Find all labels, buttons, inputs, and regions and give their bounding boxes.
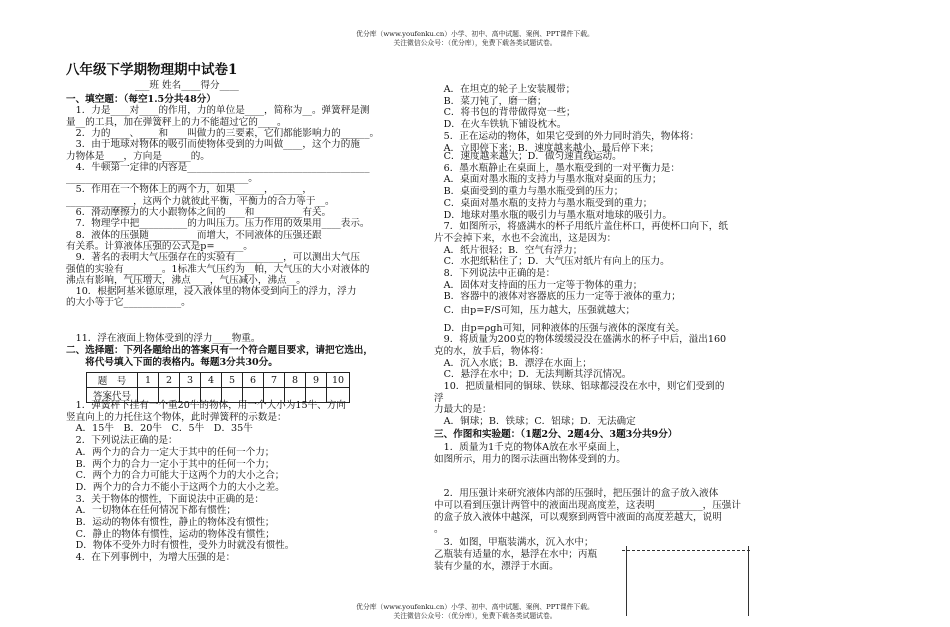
right-text-line: 中可以看到压强计两管中的液面出现高度差，这表明__________，压强计: [434, 500, 741, 511]
question-number: 2: [159, 373, 180, 388]
left-text-line: 6．滑动摩擦力的大小跟物体之间的____和__________有关。: [66, 207, 332, 218]
right-text-line: A．立即停下来；B．速度越来越小，最后停下来；: [434, 142, 660, 154]
right-text-line: 10．把质量相同的铜球、铁球、铝球都浸没在水中，则它们受到的: [434, 381, 725, 392]
right-text-line: 三、作图和实验题：（1题2分、2题4分、3题3分共9分）: [434, 429, 678, 440]
question-number: 8: [285, 373, 306, 388]
answer-cell: [327, 388, 350, 403]
left-text-line: A．两个力的合力一定大于其中的任何一个力；: [66, 446, 275, 458]
right-text-line: D．由p=ρgh可知，同种液体的压强与液体的深度有关。: [434, 322, 685, 334]
right-text-line: 5．正在运动的物体，如果它受到的外力同时消失，物体将：: [434, 130, 700, 142]
left-text-line: A．一切物体在任何情况下都有惯性；: [66, 505, 237, 517]
right-text-line: B．桌面受到的重力与墨水瓶受到的压力；: [434, 186, 624, 198]
right-text-line: C．由p=F/S可知，压力越大，压强就越大；: [434, 305, 636, 316]
question-number: 4: [201, 373, 222, 388]
question-number: 7: [264, 373, 285, 388]
left-text-line: 沸点有影响，气压增大，沸点____，气压减小，沸点__。: [66, 274, 306, 286]
right-text-line: A．桌面对墨水瓶的支持力与墨水瓶对桌面的压力；: [434, 174, 662, 186]
left-text-line: 2．力的____、____和____叫做力的三要素，它们都能影响力的______。: [66, 127, 380, 139]
right-text-line: A．铜球；B．铁球；C．铝球；D．无法确定: [434, 416, 636, 428]
answer-cell: [159, 388, 180, 403]
question-number: 9: [306, 373, 327, 388]
right-text-line: C．水把纸粘住了；D．大气压对纸片有向上的压力。: [434, 256, 670, 268]
left-text-line: 5．作用在一个物体上的两个力，如果______，______，: [66, 184, 312, 196]
right-text-line: 片不会掉下来，水也不会流出，这是因为：: [434, 232, 617, 244]
answer-cell: [285, 388, 306, 403]
left-text-line: 4．在下列事例中，为增大压强的是：: [66, 552, 236, 564]
left-text-line: D．物体不受外力时有惯性，受外力时就没有惯性。: [66, 540, 295, 552]
left-text-line: 4．牛顿第一定律的内容是______________________________________: [66, 161, 370, 173]
right-text-line: A．纸片很轻；B．空气有浮力；: [434, 244, 583, 256]
right-text-line: 2．用压强计来研究液体内部的压强时，把压强计的盒子放入液体: [434, 488, 719, 499]
right-text-line: B．容器中的液体对容器底的压力一定等于液体的重力；: [434, 291, 681, 303]
left-text-line: 9．著名的表明大气压强存在的实验有__________，可以测出大气压: [66, 252, 360, 264]
answer-table-row-number: [87, 373, 350, 388]
student-info: ___班 姓名____得分____: [135, 80, 239, 91]
left-text-line: 量__的工具，加在弹簧秤上的力不能超过它的____。: [66, 116, 287, 128]
right-text-line: C．速度越来越大；D．做匀速直线运动。: [434, 151, 622, 162]
right-text-line: 。: [434, 524, 444, 535]
right-text-line: C．悬浮在水中；D．无法判断其浮沉情况。: [434, 369, 632, 381]
header-top-line-2: 关注微信公众号：（优分库），免费下载各类试题试卷。: [393, 39, 557, 47]
left-text-line: 1．力是____对____的作用，力的单位是____，简称为__。弹簧秤是测: [66, 105, 370, 117]
left-text-line: 10．根据阿基米德原理，浸入液体里的物体受到向上的浮力，浮力: [66, 286, 357, 298]
left-text-line: 7．物理学中把__________的力叫压力。压力作用的效果用____表示。: [66, 218, 370, 230]
left-text-line: 力物体是____，方向是______的。: [66, 150, 210, 162]
answer-cell: [243, 388, 264, 403]
left-text-line: 的大小等于它____________。: [66, 297, 191, 309]
left-text-line: B．两个力的合力一定小于其中的任何一个力；: [66, 458, 275, 470]
right-text-line: B．菜刀钝了，磨一磨；: [434, 95, 547, 107]
left-text-line: 3．由于地球对物体的吸引而使物体受到的力叫做____，这个力的施: [66, 139, 360, 151]
question-number: 1: [138, 373, 159, 388]
answer-cell: [180, 388, 201, 403]
right-text-line: 3．如图，甲瓶装满水，沉入水中；: [434, 537, 594, 548]
answer-cell: [306, 388, 327, 403]
answer-cell: [264, 388, 285, 403]
right-text-line: 1．质量为1千克的物体A放在水平桌面上，: [434, 442, 626, 453]
right-text-line: 8．下列说法中正确的是：: [434, 268, 556, 279]
left-text-line: B．运动的物体有惯性，静止的物体没有惯性；: [66, 517, 275, 528]
left-text-line: 1．弹簧秤下挂有一个重20牛的物体，用一个大小为15牛、方向: [66, 400, 346, 411]
right-text-line: 9．将质量为200克的物体缓缓浸没在盛满水的杯子中后，溢出160: [434, 334, 727, 346]
left-text-line: 一、填空题：（每空1.5分共48分）: [66, 94, 216, 105]
answer-table: [86, 372, 350, 403]
right-text-line: 力最大的是：: [434, 404, 492, 416]
right-text-line: 的盒子放入液体中越深，可以观察到两管中液面的高度差越大，说明: [434, 512, 722, 523]
left-text-line: ______________________________________。: [66, 173, 258, 185]
answer-cell: [222, 388, 243, 403]
right-text-line: 装有少量的水，漂浮于水面。: [434, 561, 559, 572]
question-number: 3: [180, 373, 201, 388]
right-text-line: A．固体对支持面的压力一定等于物体的重力；: [434, 279, 643, 291]
row-label-number: 题 号: [87, 373, 138, 388]
left-text-line: D．两个力的合力不能小于这两个力的大小之差。: [66, 481, 285, 493]
left-text-line: 8．液体的压强随__________而增大，不同液体的压强还跟: [66, 229, 322, 241]
header-top-line-1: 优分库（www.youfenku.cn）小学、初中、高中试题、案例、PPT课件下载。: [356, 30, 594, 38]
left-text-line: C．两个力的合力可能大于这两个力的大小之合；: [66, 470, 285, 482]
right-text-line: 如图所示，用力的图示法画出物体受到的力。: [434, 454, 626, 465]
left-text-line: 3．关于物体的惯性，下面说法中正确的是：: [66, 493, 264, 505]
right-text-line: 浮: [434, 392, 444, 404]
question-number: 5: [222, 373, 243, 388]
left-text-line: 有关系。计算液体压强的公式是p=______。: [66, 240, 253, 252]
right-text-line: 克的水，放手后，物体将：: [434, 345, 550, 357]
right-text-line: D．在火车铁轨下铺设枕木。: [434, 119, 567, 131]
header-bottom-line-1: 优分库（www.youfenku.cn）小学、初中、高中试题、案例、PPT课件下载。: [356, 603, 594, 611]
page-title: 八年级下学期物理期中试卷1: [66, 62, 238, 78]
question-number: 10: [327, 373, 350, 388]
left-text-line: A．15牛 B．20牛 C．5牛 D．35牛: [66, 423, 253, 435]
left-text-line: C．静止的物体有惯性，运动的物体没有惯性；: [66, 528, 275, 540]
question-number: 6: [243, 373, 264, 388]
answer-cell: [201, 388, 222, 403]
row-label-answer: 答案代号: [87, 388, 138, 403]
right-text-line: 6．墨水瓶静止在桌面上，墨水瓶受到的一对平衡力是：: [434, 162, 680, 174]
right-text-line: D．地球对墨水瓶的吸引力与墨水瓶对地球的吸引力。: [434, 209, 672, 221]
left-text-line: 将代号填入下面的表格内。每题3分共30分。: [66, 357, 278, 368]
answer-table-row-answer: [87, 388, 350, 403]
right-text-line: C．桌面对墨水瓶的支持力与墨水瓶受到的重力；: [434, 197, 653, 209]
left-text-line: 强值的实验有________。1标准大气压约为__帕，大气压的大小对液体的: [66, 263, 370, 275]
right-text-line: 乙瓶装有适量的水，悬浮在水中；丙瓶: [434, 549, 598, 560]
right-text-line: 7．如图所示，将盛满水的杯子用纸片盖住杯口，再使杯口向下，纸: [434, 221, 728, 233]
header-bottom-line-2: 关注微信公众号：（优分库），免费下载各类试题试卷。: [393, 612, 557, 620]
answer-cell: [138, 388, 159, 403]
right-text-line: A．沉入水底；B．漂浮在水面上；: [434, 357, 592, 369]
right-text-line: C．将书包的背带做得宽一些；: [434, 107, 576, 119]
right-text-line: A．在坦克的轮子上安装履带；: [434, 84, 576, 95]
left-text-line: 11．浮在液面上物体受到的浮力____物重。: [66, 333, 261, 344]
left-text-line: 竖直向上的力托住这个物体，此时弹簧秤的示数是：: [66, 411, 287, 423]
left-text-line: 2．下列说法正确的是：: [66, 435, 178, 447]
left-text-line: 二、选择题：下列各题给出的答案只有一个符合题目要求，请把它选出，: [66, 345, 373, 356]
left-text-line: ______________，这两个力就彼此平衡，平衡力的合力等于__。: [66, 195, 335, 207]
water-surface-line: [622, 550, 750, 551]
